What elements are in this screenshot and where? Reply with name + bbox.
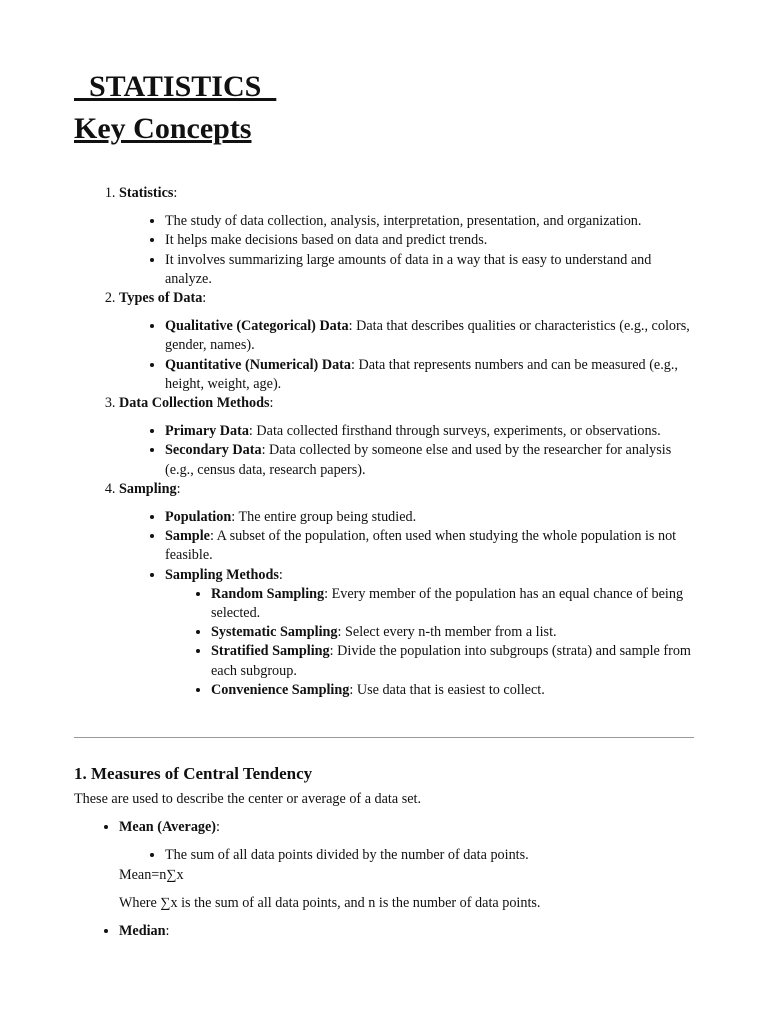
concept-statistics: 1. Statistics: • The study of data collection, analysis, interpretation, presentation, and organization. • It helps make decisions based on data and predict trends. • It involves summarizing large amounts of data in a way that is easy to understand and analyze. xyxy=(119,184,694,289)
method-text: : Divide the population into subgroups (strata) and sample from each subgroup. xyxy=(211,643,691,679)
concept-point xyxy=(165,317,694,355)
mean-points xyxy=(119,846,694,865)
point-term: Sample xyxy=(165,528,210,545)
sampling-method xyxy=(211,642,694,680)
concept-point xyxy=(165,527,694,565)
point-term: Secondary Data xyxy=(165,442,262,459)
method-text: : Select every n-th member from a list. xyxy=(337,624,557,641)
section-intro: These are used to describe the center or average of a data set. xyxy=(74,791,422,807)
measures-list-continued xyxy=(74,922,694,941)
sampling-method xyxy=(211,585,694,623)
concept-points xyxy=(119,317,694,394)
sampling-method xyxy=(211,623,694,642)
method-text: : Use data that is easiest to collect. xyxy=(349,681,545,698)
point-term: Sampling Methods xyxy=(165,566,279,583)
concept-point xyxy=(165,231,694,250)
key-concepts-list xyxy=(74,184,694,700)
key-concepts-list-container xyxy=(74,184,694,700)
method-term: Random Sampling xyxy=(211,585,325,602)
point-text: The study of data collection, analysis, interpretation, presentation, and organization. xyxy=(165,213,642,230)
concept-points xyxy=(119,508,694,700)
point-text: : Data that represents numbers and can be measured (e.g., height, weight, age). xyxy=(165,356,678,392)
section-heading: 1. Measures of Central Tendency xyxy=(74,764,313,783)
point-text: : Data that describes qualities or characteristics (e.g., colors, gender, names). xyxy=(165,318,690,354)
concept-point xyxy=(165,508,694,527)
concept-term: Statistics xyxy=(119,185,174,201)
point-text: It involves summarizing large amounts of data in a way that is easy to understand and analyze. xyxy=(165,251,652,287)
measure-term: Mean (Average) xyxy=(119,819,217,836)
concept-sampling: 4. Sampling: • Population: The entire group being studied. • Sample: A subset of the population, often used when studying the whole population is not feasible. • Sampling Methods: • Random Sampling: Every member of the population has an equal chance of being selected. • Systematic Sampling: Select every n-th member from a list. • Stratified Sampling: Divide the population into subgroups (strata) and sample from each subgroup. • Convenience Sampling: Use data that is easiest to collect. xyxy=(119,480,694,700)
sampling-method xyxy=(211,681,694,700)
concept-term: Types of Data xyxy=(119,290,203,307)
mean-formula: Mean=n∑x xyxy=(119,866,184,883)
measures-list xyxy=(74,818,694,913)
concept-point xyxy=(165,251,694,289)
method-text: : Every member of the population has an equal chance of being selected. xyxy=(211,585,684,622)
point-text: : Data collected by someone else and used by the researcher for analysis (e.g., census data, research papers). xyxy=(165,442,672,478)
measure-mean: • Mean (Average): • The sum of all data points divided by the number of data points. Mean=n∑x Where ∑x is the sum of all data points, and n is the number of data points. xyxy=(119,818,694,913)
concept-point xyxy=(165,212,694,231)
concept-point xyxy=(165,422,694,441)
concept-term: Sampling xyxy=(119,480,177,497)
method-term: Stratified Sampling xyxy=(211,643,330,660)
point-term: Population xyxy=(165,509,232,526)
method-term: Systematic Sampling xyxy=(211,624,338,641)
method-term: Convenience Sampling xyxy=(211,681,350,698)
point-text: It helps make decisions based on data and predict trends. xyxy=(165,232,488,249)
concept-points xyxy=(119,212,694,289)
concept-points xyxy=(119,422,694,480)
formula-explanation: Where ∑x is the sum of all data points, and n is the number of data points. xyxy=(119,894,541,911)
concept-types-of-data: 2. Types of Data: • Qualitative (Categorical) Data: Data that describes qualities or characteristics (e.g., colors, gender, names). • Quantitative (Numerical) Data: Data that represents numbers and can be measured (e.g., height, weight, age). xyxy=(119,289,694,394)
document-title: STATISTICS xyxy=(74,70,277,103)
concept-data-collection-methods: 3. Data Collection Methods: • Primary Data: Data collected firsthand through surveys, experiments, or observations. • Secondary Data: Data collected by someone else and used by the researcher for analysis (e.g., census data, research papers). xyxy=(119,394,694,480)
document-subtitle: Key Concepts xyxy=(74,112,252,145)
point-term: Quantitative (Numerical) Data xyxy=(165,356,351,373)
point-text: : xyxy=(278,566,283,583)
measure-median: • Median: xyxy=(119,922,694,941)
concept-term: Data Collection Methods xyxy=(119,395,270,412)
section-divider xyxy=(74,737,694,738)
concept-point xyxy=(165,356,694,394)
concept-point xyxy=(165,441,694,479)
central-tendency-section xyxy=(74,764,694,941)
point-term: Primary Data xyxy=(165,423,249,440)
sampling-methods-list xyxy=(165,585,694,700)
point-text: : A subset of the population, often used when studying the whole population is not feasible. xyxy=(165,528,677,564)
point-text: : The entire group being studied. xyxy=(231,509,417,526)
point-term: Qualitative (Categorical) Data xyxy=(165,318,349,335)
point-text: : Data collected firsthand through surveys, experiments, or observations. xyxy=(248,423,661,440)
concept-point xyxy=(165,566,694,700)
measure-term: Median xyxy=(119,923,166,940)
mean-point: • The sum of all data points divided by the number of data points. xyxy=(165,846,694,865)
